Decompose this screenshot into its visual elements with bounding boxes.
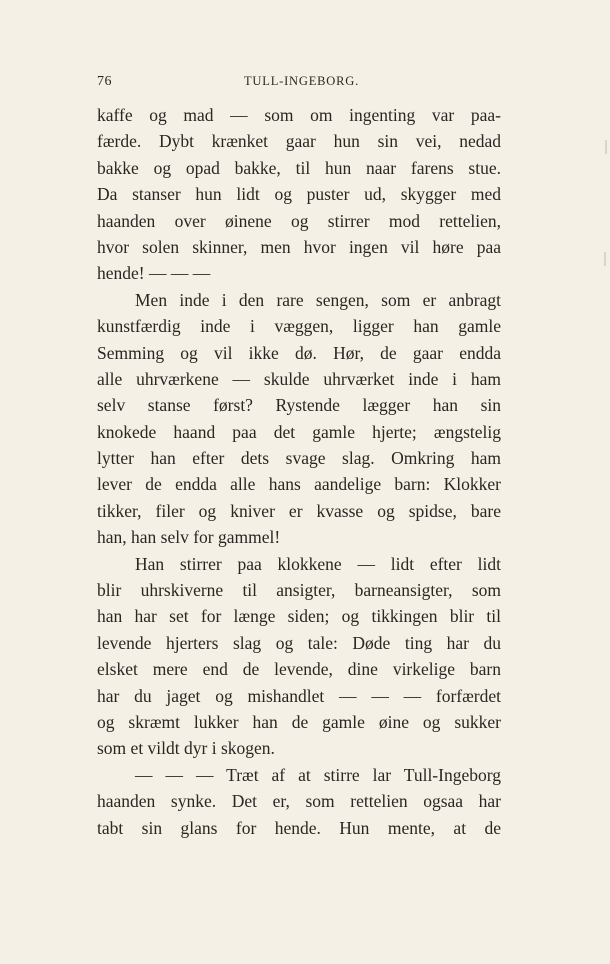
text-line: selv stanse først? Rystende lægger han sin	[97, 395, 501, 416]
text-line: Men inde i den rare sengen, som er anbragt	[135, 289, 501, 310]
text-line: alle uhrværkene — skulde uhrværket inde i ham	[97, 368, 501, 389]
text-line: — — — Træt af at stirre lar Tull-Ingeborg	[135, 764, 501, 785]
text-line: bakke og opad bakke, til hun naar farens stue.	[97, 157, 501, 178]
text-line: haanden over øinene og stirrer mod rettelien,	[97, 210, 501, 231]
text-line: Han stirrer paa klokkene — lidt efter lidt	[135, 553, 501, 574]
text-line: elsket mere end de levende, dine virkelige barn	[97, 659, 501, 680]
page-number: 76	[97, 74, 112, 89]
paper-mark	[605, 140, 607, 154]
text-line: haanden synke. Det er, som rettelien ogsaa har	[97, 791, 501, 812]
text-line: lytter han efter dets svage slag. Omkring ham	[97, 448, 501, 469]
running-title: TULL-INGEBORG.	[244, 74, 360, 88]
text-line: kaffe og mad — som om ingenting var paa-	[97, 105, 501, 125]
text-line: og skræmt lukker han de gamle øine og sukker	[97, 711, 501, 732]
text-line: færde. Dybt krænket gaar hun sin vei, nedad	[97, 131, 501, 152]
text-line: lever de endda alle hans aandelige barn: Klokker	[97, 474, 501, 495]
text-line: hvor solen skinner, men hvor ingen vil høre paa	[97, 236, 501, 257]
text-line: som et vildt dyr i skogen.	[97, 738, 275, 759]
text-line: han, han selv for gammel!	[97, 527, 281, 548]
text-line: han har set for længe siden; og tikkingen blir til	[97, 606, 501, 627]
text-line: tikker, filer og kniver er kvasse og spidse, bare	[97, 500, 501, 521]
page-header	[97, 74, 501, 94]
text-line: blir uhrskiverne til ansigter, barneansigter, som	[97, 580, 501, 601]
text-line: levende hjerters slag og tale: Døde ting har du	[97, 632, 501, 653]
text-line: knokede haand paa det gamle hjerte; ængstelig	[97, 421, 501, 442]
text-line: Semming og vil ikke dø. Hør, de gaar endda	[97, 342, 501, 363]
text-line: tabt sin glans for hende. Hun mente, at de	[97, 817, 501, 838]
text-line: kunstfærdig inde i væggen, ligger han gamle	[97, 316, 501, 337]
paper-mark	[604, 252, 606, 266]
text-line: har du jaget og mishandlet — — — forfærdet	[97, 685, 501, 706]
text-line: hende! — — —	[97, 263, 211, 284]
text-line: Da stanser hun lidt og puster ud, skygger med	[97, 184, 501, 205]
body-text	[97, 102, 501, 841]
